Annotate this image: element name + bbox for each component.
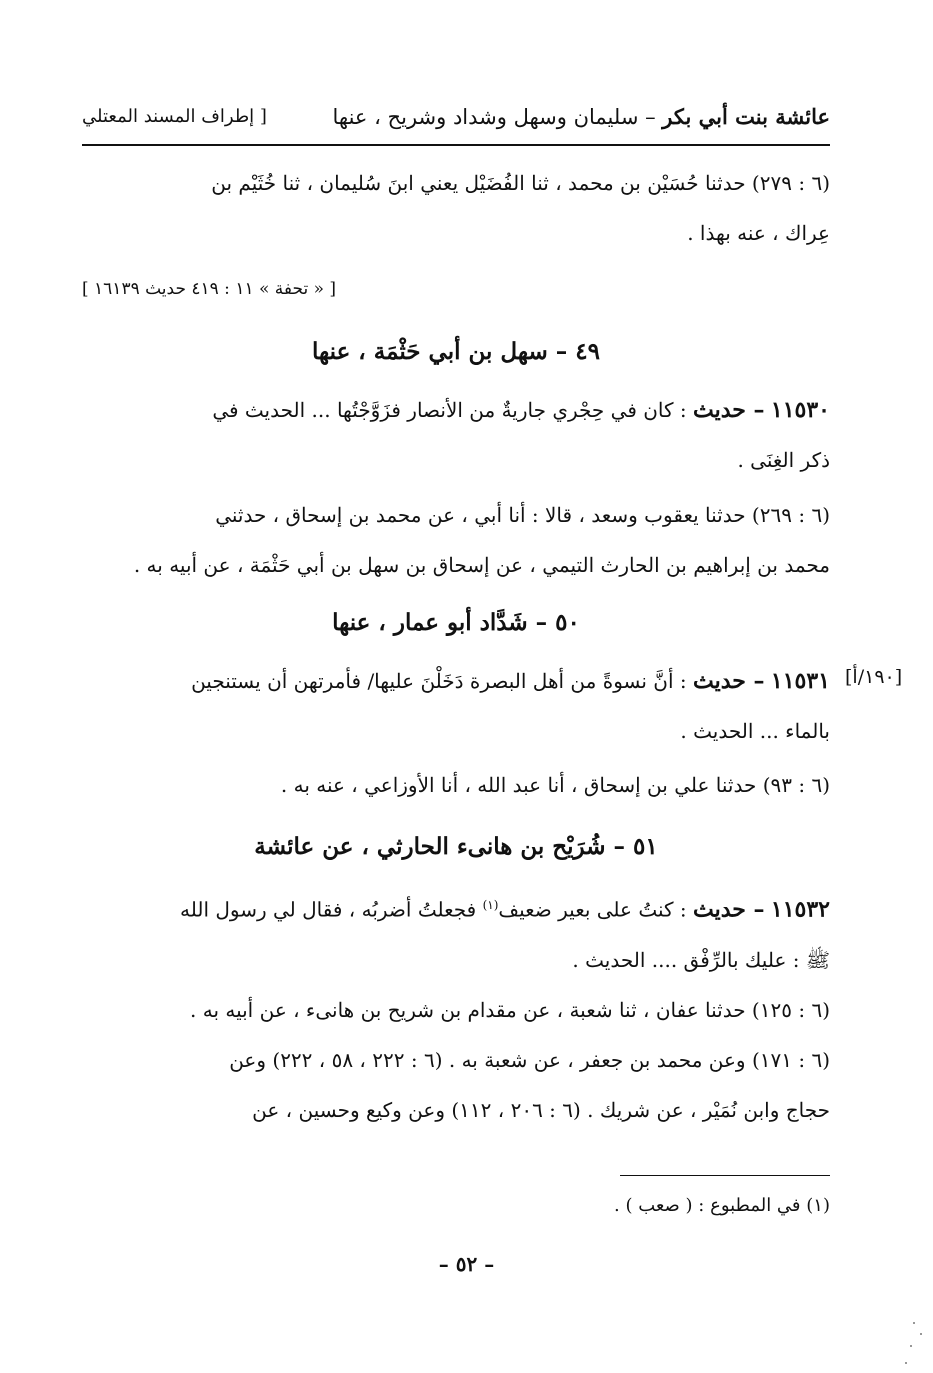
hadith-text-b: فجعلتُ أضربُه ، فقال لي رسول الله bbox=[180, 897, 483, 922]
section-heading-49 bbox=[82, 327, 830, 377]
scan-speck bbox=[910, 1345, 912, 1347]
hadith-11531-line-1 bbox=[82, 656, 830, 706]
hadith-11530-line-1 bbox=[82, 385, 830, 435]
isnad-block-4-line-1: (٦ : ١٢٥) حدثنا عفان ، ثنا شعبة ، عن مقدام بن شريح بن هانىء ، عن أبيه به . bbox=[190, 998, 830, 1022]
hadith-11531 bbox=[82, 656, 830, 756]
isnad-block-2-line-2: محمد بن إبراهيم بن الحارث التيمي ، عن إسحاق بن سهل بن أبي حَثْمَة ، عن أبيه به . bbox=[133, 553, 830, 577]
footnote-marker: (١) bbox=[482, 898, 499, 912]
isnad-block-1 bbox=[82, 158, 830, 258]
scan-speck bbox=[913, 1322, 915, 1324]
section-heading-50-text: ٥٠ – شَدَّاد أبو عمار ، عنها bbox=[332, 609, 580, 636]
hadith-number: ١١٥٣٢ bbox=[770, 896, 830, 923]
header-title-rest: – سليمان وسهل وشداد وشريح ، عنها bbox=[332, 105, 663, 129]
hadith-label: – حديث bbox=[693, 668, 765, 694]
running-header bbox=[82, 98, 830, 138]
scan-speck bbox=[905, 1362, 907, 1364]
hadith-label: – حديث bbox=[693, 397, 765, 423]
hadith-number: ١١٥٣٠ bbox=[770, 397, 830, 423]
section-heading-50 bbox=[82, 598, 830, 648]
manuscript-folio-note: [١٩٠/أ] bbox=[845, 666, 903, 688]
header-title-bold: عائشة بنت أبي بكر bbox=[662, 104, 830, 129]
isnad-block-3 bbox=[82, 760, 830, 810]
footnote: (١) في المطبوع : ( صعب ) . bbox=[614, 1195, 830, 1216]
isnad-block-4-line-3: حجاج وابن نُمَيْر ، عن شريك . (٦ : ٢٠٦ ، ١١٢) وعن وكيع وحسين ، عن bbox=[252, 1098, 830, 1122]
section-heading-49-text: ٤٩ – سهل بن أبي حَثْمَة ، عنها bbox=[312, 338, 600, 365]
isnad-block-3-line-1: (٦ : ٩٣) حدثنا علي بن إسحاق ، أنا عبد الله ، أنا الأوزاعي ، عنه به . bbox=[280, 773, 830, 797]
tuhfa-reference-text: [ « تحفة » ١١ : ٤١٩ حديث ١٦١٣٩ ] bbox=[82, 279, 337, 299]
hadith-11530-line-2: ذكر الغِنَى . bbox=[737, 448, 830, 472]
scan-speck bbox=[920, 1333, 922, 1335]
hadith-label: – حديث bbox=[693, 896, 765, 923]
hadith-11531-line-2: بالماء ... الحديث . bbox=[680, 719, 830, 743]
header-divider bbox=[82, 144, 830, 146]
isnad-block-4 bbox=[82, 985, 830, 1135]
page-number: – ٥٢ – bbox=[438, 1252, 495, 1276]
isnad-block-2-line-1: (٦ : ٢٦٩) حدثنا يعقوب وسعد ، قالا : أنا أبي ، عن محمد بن إسحاق ، حدثني bbox=[215, 503, 830, 527]
tuhfa-reference bbox=[82, 264, 830, 314]
hadith-number: ١١٥٣١ bbox=[770, 668, 830, 694]
hadith-11532 bbox=[82, 880, 830, 985]
hadith-11532-line-2: ﷺ : عليك بالرِّفْق .... الحديث . bbox=[572, 947, 830, 972]
isnad-block-1-line-2: عِراك ، عنه بهذا . bbox=[687, 221, 830, 245]
section-heading-51 bbox=[82, 822, 830, 872]
header-book-title: [ إطراف المسند المعتلي bbox=[82, 106, 267, 127]
hadith-text-a: : كنتُ على بعير ضعيف bbox=[498, 897, 693, 922]
section-heading-51-text: ٥١ – شُرَيْح بن هانىء الحارثي ، عن عائشة bbox=[254, 833, 658, 860]
footnote-divider bbox=[620, 1175, 830, 1176]
header-title bbox=[332, 104, 830, 129]
isnad-block-4-line-2: (٦ : ١٧١) وعن محمد بن جعفر ، عن شعبة به . (٦ : ٢٢٢ ، ٥٨ ، ٢٢٢) وعن bbox=[229, 1048, 830, 1072]
hadith-11532-line-1 bbox=[82, 880, 830, 935]
isnad-block-1-line-1: (٦ : ٢٧٩) حدثنا حُسَيْن بن محمد ، ثنا الفُضَيْل يعني ابنَ سُليمان ، ثنا خُثَيْم بن bbox=[211, 171, 830, 195]
hadith-text: : أنَّ نسوةً من أهل البصرة دَخَلْنَ عليها/ فأمرتهن أن يستنجين bbox=[191, 669, 693, 693]
hadith-text: : كان في حِجْري جاريةٌ من الأنصار فزَوَّجْتُها ... الحديث في bbox=[212, 398, 693, 422]
hadith-11530 bbox=[82, 385, 830, 485]
isnad-block-2 bbox=[82, 490, 830, 590]
